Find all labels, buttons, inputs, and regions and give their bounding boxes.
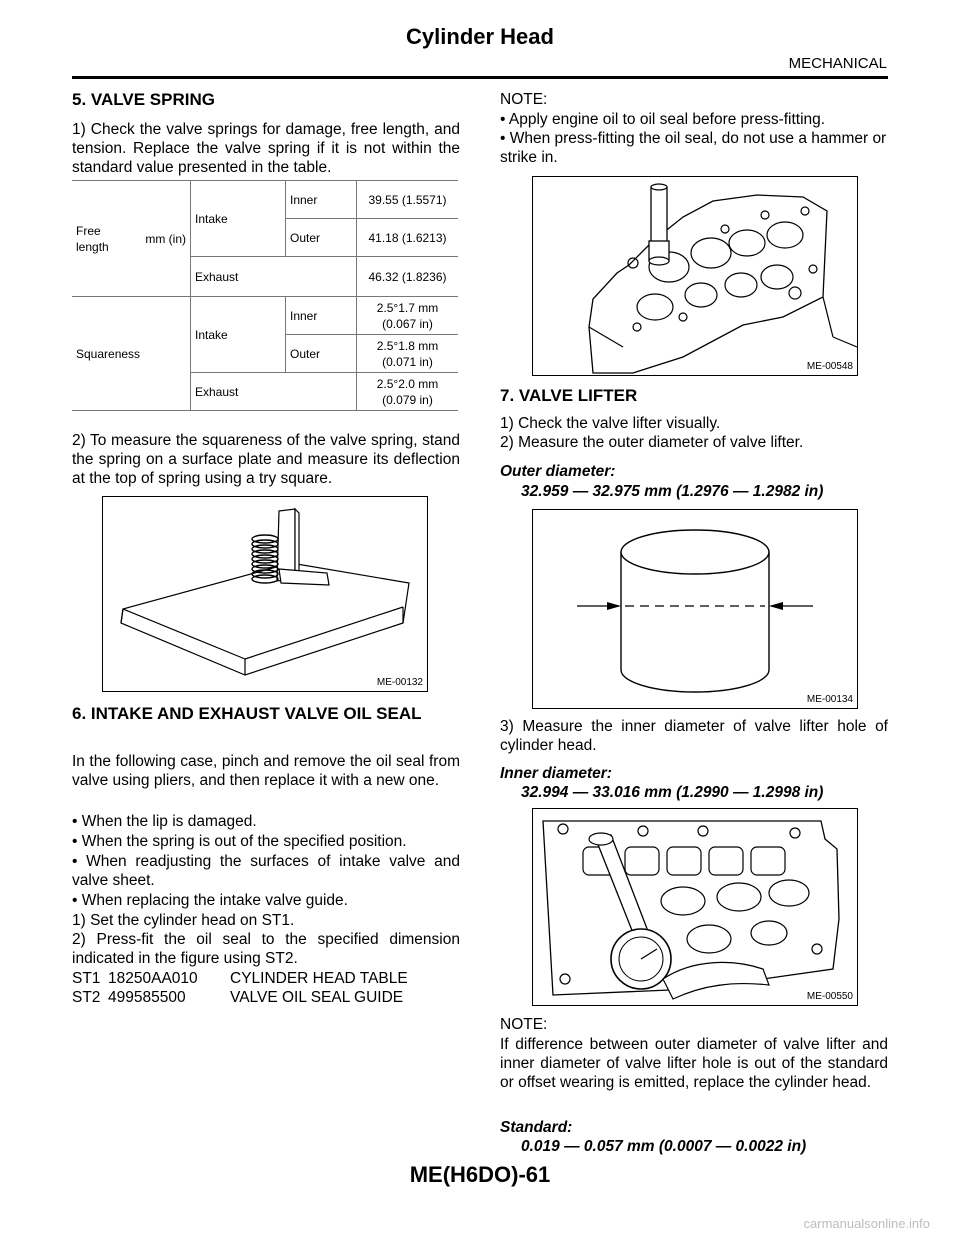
note-1-item: • When press-fitting the oil seal, do not use a hammer or strike in. xyxy=(500,130,887,166)
inner-diameter-value: 32.994 — 33.016 mm (1.2990 — 1.2998 in) xyxy=(521,784,824,801)
valve-spring-spec-table xyxy=(72,180,458,411)
page-number: ME(H6DO)-61 xyxy=(409,1162,551,1187)
section-5-paragraph-1: 1) Check the valve springs for damage, free length, and tension. Replace the valve spring if it is not within the standard value presented in the table. xyxy=(72,121,460,176)
figure-lifter-hole-measure xyxy=(532,808,858,1006)
standard-label: Standard: xyxy=(500,1119,573,1136)
section-name: MECHANICAL xyxy=(788,55,887,72)
bullet-item: • When the lip is damaged. xyxy=(72,813,257,830)
figure-label: ME-00548 xyxy=(806,361,853,372)
squareness-outer-value: 2.5°1.8 mm (0.071 in) xyxy=(357,335,459,373)
figure-label: ME-00132 xyxy=(376,677,423,688)
section-7-step-3: 3) Measure the inner diameter of valve lifter hole of cylinder head. xyxy=(500,718,888,754)
header-rule xyxy=(72,76,888,79)
sq-intake-label: Intake xyxy=(191,297,286,373)
figure-label: ME-00134 xyxy=(806,694,853,705)
inner-diameter-label: Inner diameter: xyxy=(500,765,612,782)
figure-label: ME-00550 xyxy=(806,991,853,1002)
section-6-paragraph: In the following case, pinch and remove the oil seal from valve using pliers, and then replace it with a new one. xyxy=(72,753,460,789)
st1-name: CYLINDER HEAD TABLE xyxy=(230,970,408,987)
note-2-text: If difference between outer diameter of valve lifter and inner diameter of valve lifter hole is out of the standard or offset wearing is emitted, replace the cylinder head. xyxy=(500,1036,888,1091)
page-title: Cylinder Head xyxy=(406,24,554,49)
free-intake-label: Intake xyxy=(191,181,286,257)
cylinder-head-press-drawing xyxy=(533,177,857,375)
free-length-label: Free length xyxy=(76,223,109,254)
squareness-label: Squareness xyxy=(72,297,191,411)
outer-diameter-value: 32.959 — 32.975 mm (1.2976 — 1.2982 in) xyxy=(521,483,824,500)
free-outer-label: Outer xyxy=(286,219,357,257)
note-1-title: NOTE: xyxy=(500,91,548,108)
bullet-item: • When replacing the intake valve guide. xyxy=(72,892,348,909)
squareness-inner-value: 2.5°1.7 mm (0.067 in) xyxy=(357,297,459,335)
bore-gauge-drawing xyxy=(533,809,857,1005)
outer-diameter-label: Outer diameter: xyxy=(500,463,616,480)
st2-part-number: 499585500 xyxy=(108,989,186,1006)
section-7-step-2: 2) Measure the outer diameter of valve lifter. xyxy=(500,434,804,451)
step-item: 1) Set the cylinder head on ST1. xyxy=(72,912,295,929)
sq-outer-label: Outer xyxy=(286,335,357,373)
valve-lifter-drawing xyxy=(533,510,857,708)
sq-exhaust-label: Exhaust xyxy=(191,373,357,411)
bullet-item: • When readjusting the surfaces of intake valve and valve sheet. xyxy=(72,853,460,889)
note-1-item: • Apply engine oil to oil seal before press-fitting. xyxy=(500,111,826,128)
section-6-heading: 6. INTAKE AND EXHAUST VALVE OIL SEAL xyxy=(72,704,422,723)
sq-inner-label: Inner xyxy=(286,297,357,335)
free-length-outer-value: 41.18 (1.6213) xyxy=(357,219,459,257)
st2-code: ST2 xyxy=(72,989,101,1006)
st1-code: ST1 xyxy=(72,970,101,987)
free-inner-label: Inner xyxy=(286,181,357,219)
free-exhaust-label: Exhaust xyxy=(191,257,357,297)
watermark-text: carmanualsonline.info xyxy=(803,1216,930,1231)
section-7-step-1: 1) Check the valve lifter visually. xyxy=(500,415,721,432)
standard-value: 0.019 — 0.057 mm (0.0007 — 0.0022 in) xyxy=(521,1138,807,1155)
note-2-title: NOTE: xyxy=(500,1016,548,1033)
bullet-item: • When the spring is out of the specified position. xyxy=(72,833,407,850)
step-item: 2) Press-fit the oil seal to the specified dimension indicated in the figure using ST2. xyxy=(72,931,460,967)
figure-valve-lifter xyxy=(532,509,858,709)
surface-plate-drawing xyxy=(103,497,427,691)
squareness-exhaust-value: 2.5°2.0 mm (0.079 in) xyxy=(357,373,459,411)
free-length-inner-value: 39.55 (1.5571) xyxy=(357,181,459,219)
section-5-heading: 5. VALVE SPRING xyxy=(72,90,215,109)
st1-part-number: 18250AA010 xyxy=(108,970,198,987)
st2-name: VALVE OIL SEAL GUIDE xyxy=(230,989,404,1006)
section-5-paragraph-2: 2) To measure the squareness of the valve spring, stand the spring on a surface plate and measure its deflection at the top of spring using a try square. xyxy=(72,432,460,487)
unit-label: mm (in) xyxy=(145,231,186,246)
figure-oil-seal-press xyxy=(532,176,858,376)
section-7-heading: 7. VALVE LIFTER xyxy=(500,386,638,405)
free-length-exhaust-value: 46.32 (1.8236) xyxy=(357,257,459,297)
figure-spring-squareness xyxy=(102,496,428,692)
